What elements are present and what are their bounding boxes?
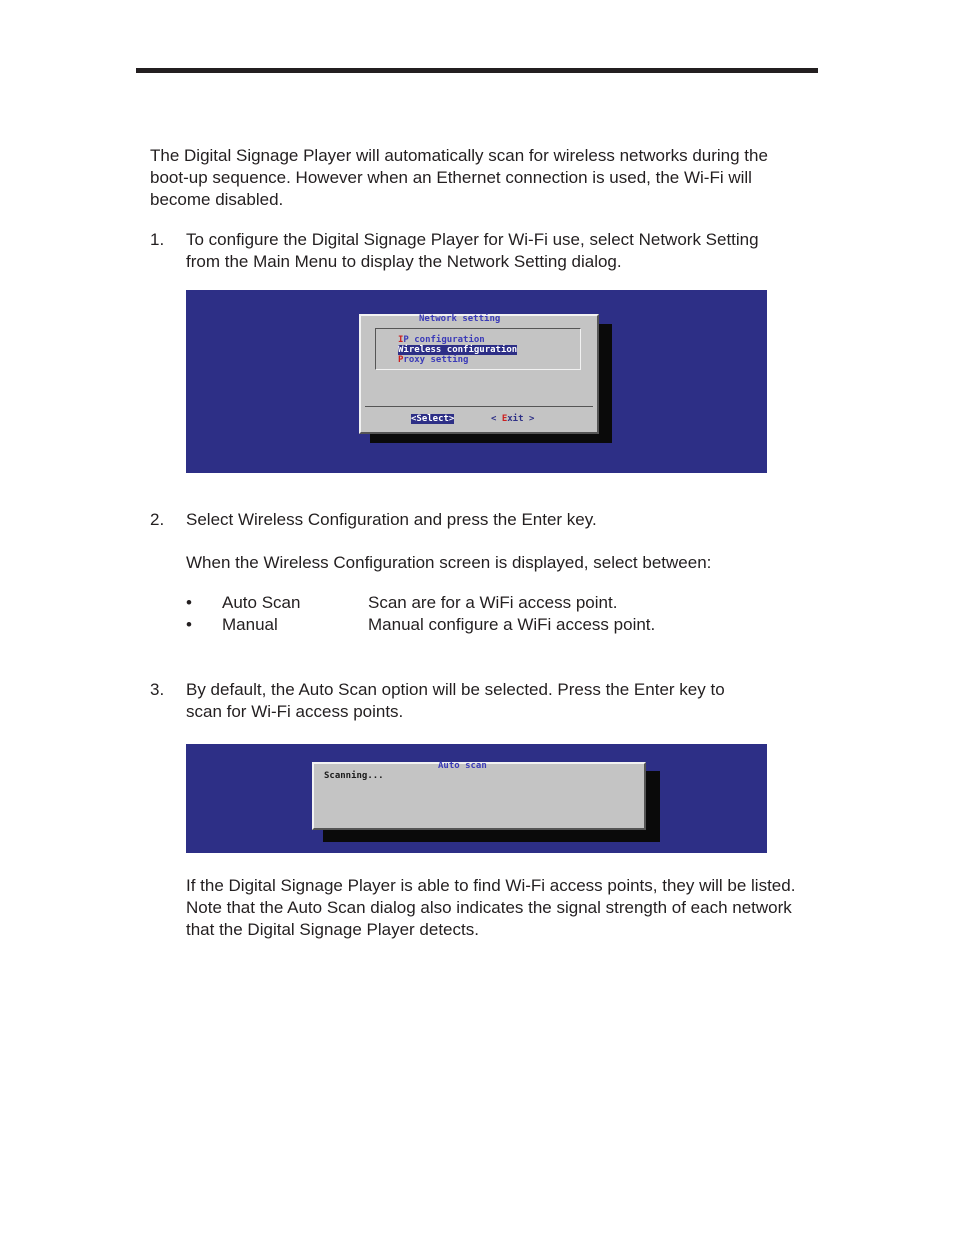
menu-item-wireless-configuration[interactable]: Wireless configuration <box>398 345 518 355</box>
intro-paragraph: The Digital Signage Player will automatically scan for wireless networks during the boot-up sequence. However when an Ethernet connection is used, the Wi-Fi will become disabled. <box>150 146 768 209</box>
auto-scan-dialog <box>312 762 646 830</box>
network-setting-dialog <box>359 314 599 434</box>
bullet-1: • <box>186 593 192 612</box>
closing-paragraph: If the Digital Signage Player is able to find Wi-Fi access points, they will be listed. Note that the Auto Scan dialog also indicates the signal strength of each network that the Digital Signage Player detects. <box>186 876 796 939</box>
menu-item-proxy-setting[interactable]: Proxy setting <box>398 355 469 365</box>
step-3-number: 3. <box>150 680 165 699</box>
step-1-number: 1. <box>150 230 165 249</box>
step-3-line-2: scan for Wi-Fi access points. <box>186 702 404 721</box>
auto-scan-screenshot <box>186 744 767 853</box>
scanning-status: Scanning... <box>324 771 384 781</box>
option-desc-auto-scan: Scan are for a WiFi access point. <box>368 593 618 612</box>
step-3-line-1: By default, the Auto Scan option will be selected. Press the Enter key to <box>186 680 725 699</box>
header-rule <box>136 68 818 73</box>
option-term-manual: Manual <box>222 615 278 634</box>
menu-box <box>375 328 581 370</box>
bullet-2: • <box>186 615 192 634</box>
step-2-number: 2. <box>150 510 165 529</box>
menu-item-ip-configuration[interactable]: IP configuration <box>398 335 485 345</box>
network-setting-screenshot <box>186 290 767 473</box>
select-button[interactable]: <Select> <box>411 414 455 424</box>
step-2-followup: When the Wireless Configuration screen is displayed, select between: <box>186 553 712 572</box>
option-desc-manual: Manual configure a WiFi access point. <box>368 615 656 634</box>
button-separator <box>365 406 593 407</box>
step-1-line-2: from the Main Menu to display the Network Setting dialog. <box>186 252 622 271</box>
option-term-auto-scan: Auto Scan <box>222 593 301 612</box>
auto-scan-title: Auto scan <box>438 761 487 771</box>
step-1-line-1: To configure the Digital Signage Player for Wi-Fi use, select Network Setting <box>186 230 759 249</box>
exit-button[interactable]: < Exit > <box>491 414 535 424</box>
network-setting-title: Network setting <box>419 314 501 324</box>
step-2-text: Select Wireless Configuration and press the Enter key. <box>186 510 597 529</box>
